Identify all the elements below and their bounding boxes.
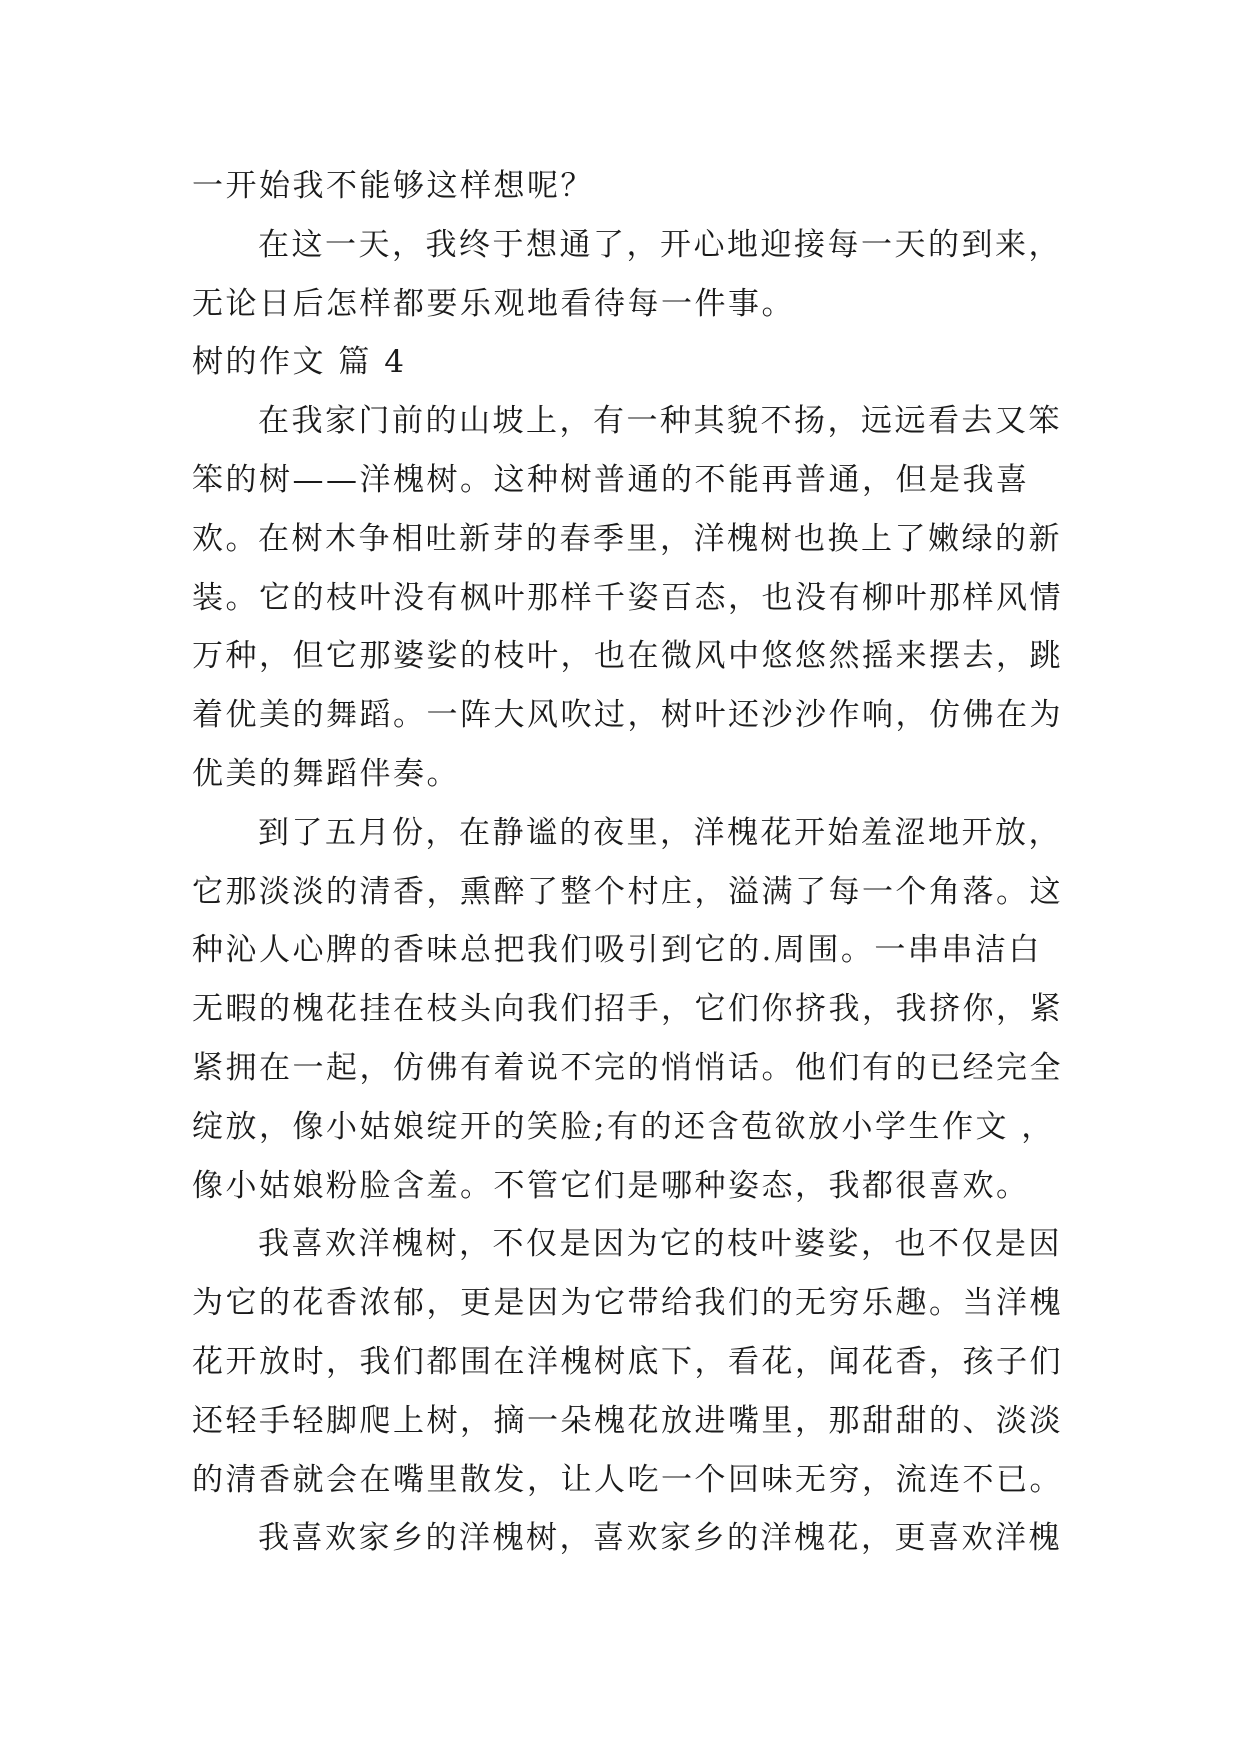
text-line: 到了五月份，在静谧的夜里，洋槐花开始羞涩地开放， [258,814,1062,851]
text-line: 还轻手轻脚爬上树，摘一朵槐花放进嘴里，那甜甜的、淡淡 [192,1402,1063,1439]
text-line: 为它的花香浓郁，更是因为它带给我们的无穷乐趣。当洋槐 [192,1285,1063,1322]
text-line: 绽放，像小姑娘绽开的笑脸;有的还含苞欲放小学生作文 ， [192,1108,1055,1145]
text-line: 优美的舞蹈伴奏。 [192,755,460,792]
text-line: 我喜欢家乡的洋槐树，喜欢家乡的洋槐花，更喜欢洋槐 [258,1520,1062,1557]
text-line: 无论日后怎样都要乐观地看待每一件事。 [192,285,795,322]
text-line: 像小姑娘粉脸含羞。不管它们是哪种姿态，我都很喜欢。 [192,1167,1030,1204]
text-line: 我喜欢洋槐树，不仅是因为它的枝叶婆娑，也不仅是因 [258,1226,1062,1263]
text-line: 无暇的槐花挂在枝头向我们招手，它们你挤我，我挤你，紧 [192,991,1063,1028]
text-line: 在树木争相吐新芽的春季里，洋槐树也换上了嫩绿的新 [258,520,1062,557]
text-line: 万种，但它那婆娑的枝叶，也在微风中悠悠然摇来摆去，跳 [192,638,1063,675]
text-line: 在我家门前的山坡上，有一种其貌不扬，远远看去又笨 [258,403,1062,440]
text-line: 紧拥在一起，仿佛有着说不完的悄悄话。他们有的已经完全 [192,1049,1063,1086]
text-line: 花开放时，我们都围在洋槐树底下，看花，闻花香，孩子们 [192,1343,1063,1380]
text-line: 装。它的枝叶没有枫叶那样千姿百态，也没有柳叶那样风情 [192,579,1063,616]
text-line: 它那淡淡的清香，熏醉了整个村庄，溢满了每一个角落。这 [192,873,1063,910]
document-body [192,157,1072,1568]
text-line: 一开始我不能够这样想呢？ [192,168,594,204]
text-line: 种沁人心脾的香味总把我们吸引到它的.周围。一串串洁白 [192,932,1042,969]
text-line: 笨的树——洋槐树。这种树普通的不能再普通，但是我喜欢。 [192,461,1030,557]
text-line: 的清香就会在嘴里散发，让人吃一个回味无穷，流连不已。 [192,1461,1063,1498]
text-line: 着优美的舞蹈。一阵大风吹过，树叶还沙沙作响，仿佛在为 [192,697,1063,734]
text-line: 在这一天，我终于想通了，开心地迎接每一天的到来， [258,226,1062,263]
section-heading: 树的作文 篇 4 [192,344,407,381]
